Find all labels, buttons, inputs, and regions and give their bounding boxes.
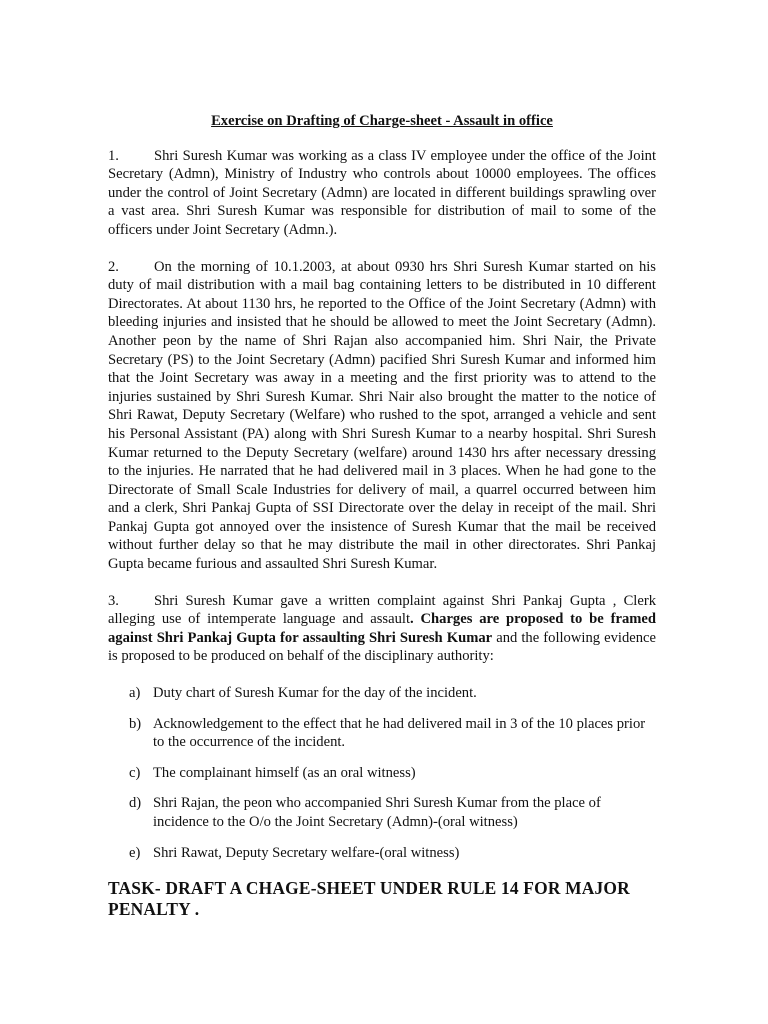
evidence-item [129, 764, 656, 783]
evidence-text: The complainant himself (as an oral witness) [153, 764, 416, 781]
evidence-marker: a) [129, 685, 141, 702]
paragraph-text-continued: and the following evidence is proposed to be produced on behalf of the disciplinary authority: [108, 629, 656, 665]
evidence-text: Acknowledgement to the effect that he had delivered mail in 3 of the 10 places prior to the occurrence of the incident. [153, 715, 646, 751]
document-page [108, 112, 656, 920]
evidence-marker: c) [129, 764, 141, 781]
paragraph-2 [108, 258, 656, 574]
paragraph-text: Shri Suresh Kumar was working as a class IV employee under the office of the Joint Secretary (Admn), Ministry of Industry who controls about 10000 employees. The offices under the control of Joint Secretary (Admn) are located in different buildings sprawling over a vast area. Shri Suresh Kumar was responsible for distribution of mail to some of the officers under Joint Secretary (Admn.). [108, 147, 656, 238]
evidence-marker: b) [129, 715, 142, 732]
evidence-marker: d) [129, 795, 142, 812]
paragraph-3 [108, 592, 656, 666]
paragraph-1 [108, 147, 656, 240]
evidence-list [108, 684, 656, 862]
paragraph-text: Shri Suresh Kumar gave a written complaint against Shri Pankaj Gupta , Clerk alleging use of intemperate language and assault [108, 592, 656, 628]
evidence-item [129, 684, 656, 703]
paragraph-number: 3. [108, 592, 119, 609]
evidence-item [129, 794, 656, 831]
evidence-marker: e) [129, 844, 141, 861]
proposed-charges-text: . Charges are proposed to be framed against Shri Pankaj Gupta for assaulting Shri Suresh Kumar [108, 611, 656, 646]
paragraph-text: On the morning of 10.1.2003, at about 0930 hrs Shri Suresh Kumar started on his duty of mail distribution with a mail bag containing letters to be distributed in 10 different Directorates. At about 1130 hrs, he reported to the Office of the Joint Secretary (Admn) with bleeding injuries and insisted that he should be allowed to meet the Joint Secretary (Admn). Another peon by the name of Shri Rajan also accompanied him. Shri Nair, the Private Secretary (PS) to the Joint Secretary (Admn) pacified Shri Suresh Kumar and informed him that the Joint Secretary was away in a meeting and the first priority was to attend to the injuries sustained by Shri Suresh Kumar. Shri Nair also brought the matter to the notice of Shri Rawat, Deputy Secretary (Welfare) who rushed to the spot, arranged a vehicle and sent his Personal Assistant (PA) along with Shri Suresh Kumar to a nearby hospital. Shri Suresh Kumar returned to the Deputy Secretary (welfare) around 1430 hrs after necessary dressing to the injuries. He narrated that he had delivered mail in 3 places. When he had gone to the Directorate of Small Scale Industries for delivery of mail, a quarrel occurred between him and a clerk, Shri Pankaj Gupta of SSI Directorate over the delay in receipt of the mail. Shri Pankaj Gupta got annoyed over the insistence of Suresh Kumar that the mail be received without further delay so that he may distribute the mail in other directorates. Shri Pankaj Gupta became furious and assaulted Shri Suresh Kumar. [108, 258, 656, 573]
evidence-item [129, 715, 656, 752]
paragraph-number: 2. [108, 258, 119, 275]
document-title: Exercise on Drafting of Charge-sheet - Assault in office [211, 113, 553, 129]
evidence-item [129, 844, 656, 863]
evidence-text: Shri Rajan, the peon who accompanied Shri Suresh Kumar from the place of incidence to the O/o the Joint Secretary (Admn)-(oral witness) [153, 795, 601, 830]
task-heading: TASK- DRAFT A CHAGE-SHEET UNDER RULE 14 FOR MAJOR PENALTY . [108, 878, 630, 920]
paragraph-number: 1. [108, 147, 119, 164]
evidence-text: Shri Rawat, Deputy Secretary welfare-(oral witness) [153, 844, 460, 861]
evidence-text: Duty chart of Suresh Kumar for the day of the incident. [153, 685, 477, 702]
